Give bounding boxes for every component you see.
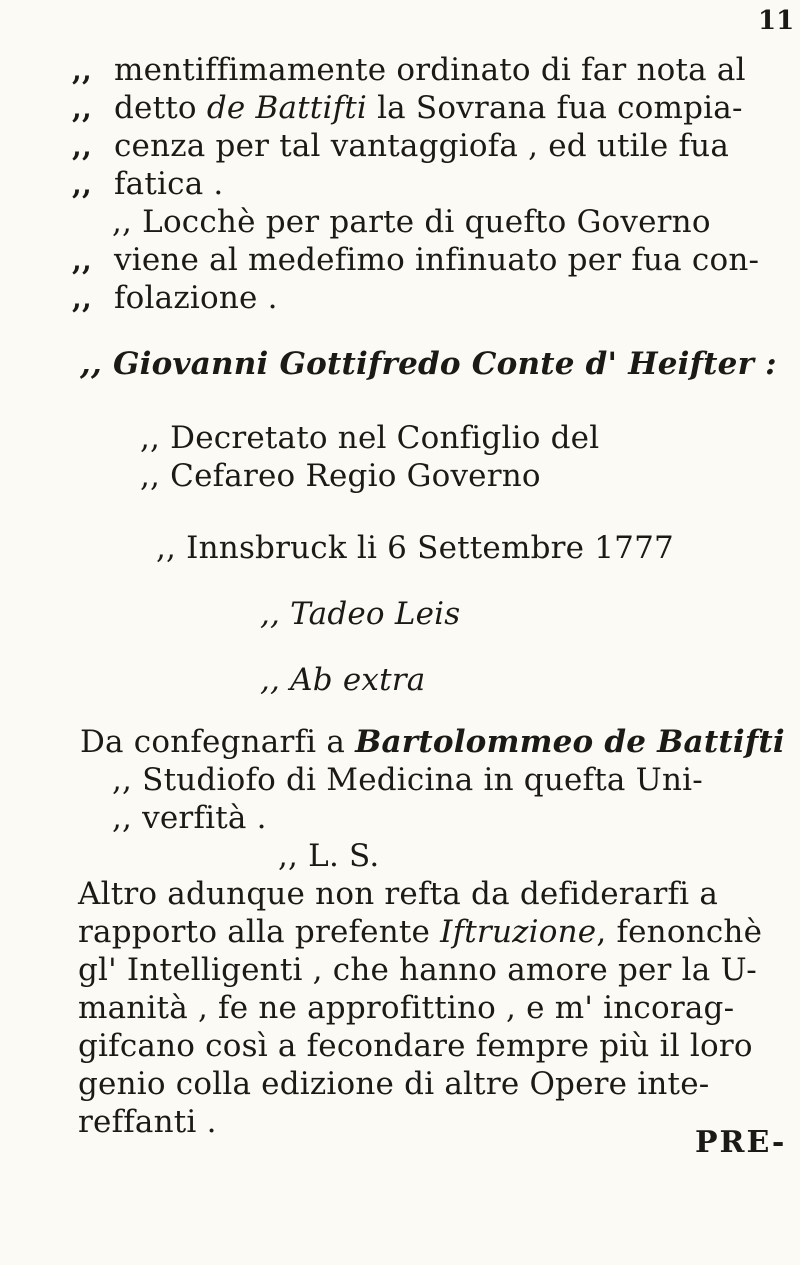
text-line <box>72 166 223 202</box>
text-line <box>72 128 729 164</box>
paragraph-text: rapporto alla prefente <box>78 914 441 950</box>
text-line <box>112 204 711 240</box>
line-text: la Sovrana fua compia- <box>367 90 743 126</box>
quote-mark: ,, <box>72 168 92 201</box>
quote-mark: ,, <box>72 282 92 315</box>
paragraph-line: gifcano così a fecondare fempre più il loro <box>78 1028 753 1064</box>
quote-mark: ,, <box>72 244 92 277</box>
line-text: mentiffimamente ordinato di far nota al <box>114 52 746 88</box>
line-text: ,, Locchè per parte di quefto Governo <box>112 204 711 240</box>
clerk-name: ,, Tadeo Leis <box>260 596 461 632</box>
decree-line: ,, Decretato nel Configlio del <box>140 420 600 456</box>
consign-text: Da confegnarfi a <box>80 724 356 760</box>
place-date: ,, Innsbruck li 6 Settembre 1777 <box>156 530 674 566</box>
paragraph-line: gl' Intelligenti , che hanno amore per la U- <box>78 952 757 988</box>
text-line <box>72 90 743 126</box>
paragraph-line: reffanti . <box>78 1104 217 1140</box>
consign-line <box>80 724 785 760</box>
ab-extra: ,, Ab extra <box>260 662 426 698</box>
decree-line: ,, Cefareo Regio Governo <box>140 458 541 494</box>
line-text: viene al medefimo infinuato per fua con- <box>114 242 760 278</box>
line-text: cenza per tal vantaggiofa , ed utile fua <box>114 128 730 164</box>
page-number: 11 <box>758 6 795 36</box>
paragraph-line: manità , fe ne approfittino , e m' incorag- <box>78 990 735 1026</box>
line-text: fatica . <box>114 166 224 202</box>
text-line <box>72 280 278 316</box>
line-text: detto <box>114 90 207 126</box>
paragraph-line: Altro adunque non refta da defiderarfi a <box>78 876 719 912</box>
text-line <box>72 242 759 278</box>
line-italic-name: de Battifti <box>206 90 368 126</box>
quote-mark: ,, <box>72 130 92 163</box>
text-line <box>72 52 746 88</box>
quote-mark: ,, <box>72 92 92 125</box>
quote-mark: ,, <box>72 54 92 87</box>
paragraph-text: , fenonchè <box>596 914 763 950</box>
catchword: PRE- <box>695 1125 787 1160</box>
paragraph-line: genio colla edizione di altre Opere inte- <box>78 1066 710 1102</box>
consign-line: ,, verfità . <box>112 800 267 836</box>
signatory-name: ,, Giovanni Gottifredo Conte d' Heifter : <box>80 346 777 382</box>
paragraph-line <box>78 914 762 950</box>
line-text: folazione . <box>114 280 278 316</box>
recipient-name: Bartolommeo de Battifti <box>355 724 785 760</box>
seal-mark: ,, L. S. <box>278 838 380 874</box>
paragraph-italic: Iftruzione <box>440 914 597 950</box>
consign-line: ,, Studiofo di Medicina in quefta Uni- <box>112 762 703 798</box>
